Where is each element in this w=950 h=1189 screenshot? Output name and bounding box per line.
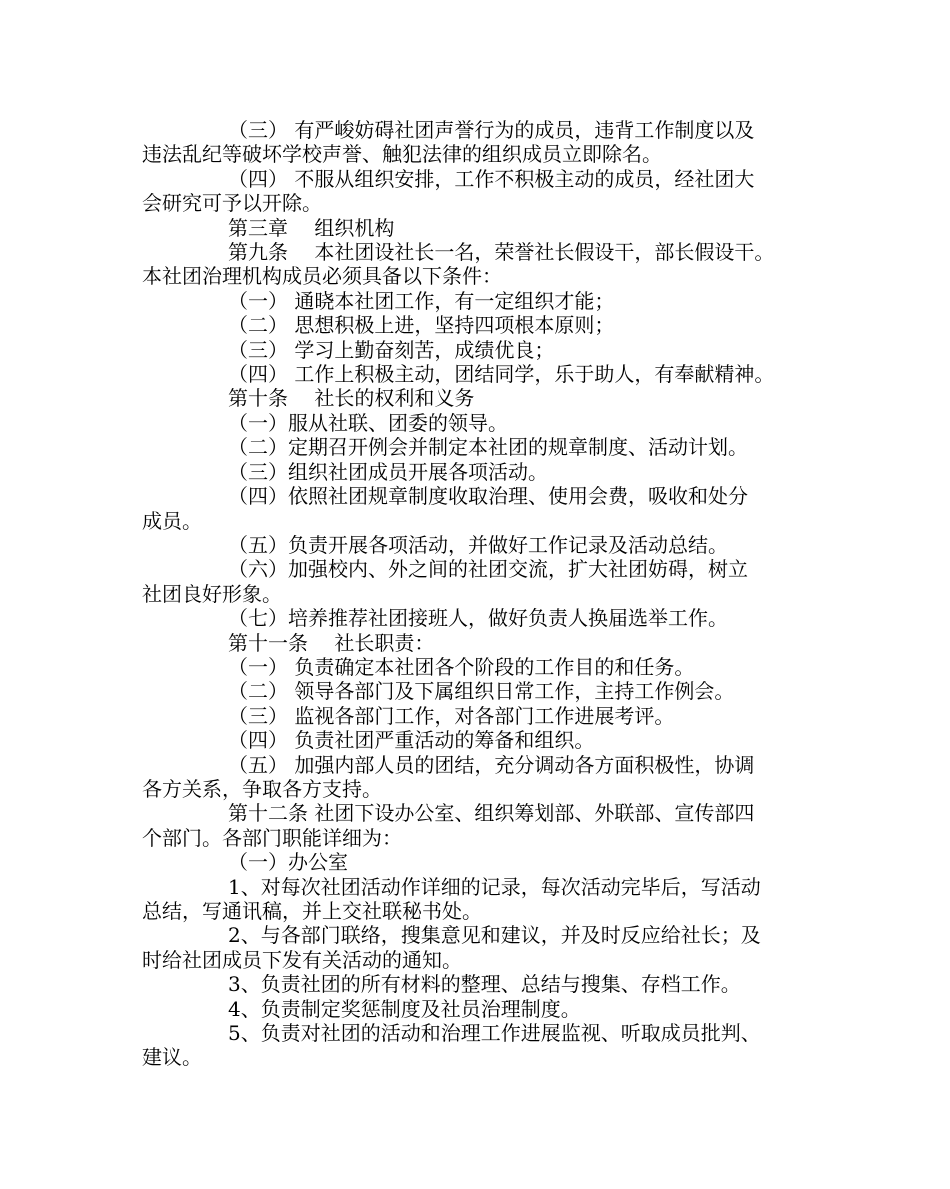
list-item: （四） 负责社团严重活动的筹备和组织。 <box>228 728 595 753</box>
text-line: 违法乱纪等破坏学校声誉、触犯法律的组织成员立即除名。 <box>142 142 662 167</box>
text-line: 时给社团成员下发有关活动的通知。 <box>142 947 462 972</box>
list-item: （二） 领导各部门及下属组织日常工作，主持工作例会。 <box>228 679 735 704</box>
list-item: （五） 加强内部人员的团结，充分调动各方面积极性，协调 <box>228 752 755 777</box>
text-line: （四） 不服从组织安排，工作不积极主动的成员，经社团大 <box>228 166 755 191</box>
list-item: （一） 通晓本社团工作，有一定组织才能； <box>228 288 615 313</box>
text-line: 会研究可予以开除。 <box>142 191 322 216</box>
chapter-heading: 第三章 组织机构 <box>228 215 395 240</box>
list-item: （二） 思想积极上进，坚持四项根本原则； <box>228 313 615 338</box>
document-body <box>142 118 817 1070</box>
list-item: （六）加强校内、外之间的社团交流，扩大社团妨碍，树立 <box>228 557 748 582</box>
list-item: 3、负责社团的所有材料的整理、总结与搜集、存档工作。 <box>228 972 741 997</box>
article-heading: 第十一条 社长职责： <box>228 630 435 655</box>
list-item: （五）负责开展各项活动，并做好工作记录及活动总结。 <box>228 532 728 557</box>
text-line: 总结，写通讯稿，并上交社联秘书处。 <box>142 899 482 923</box>
list-item: （二）定期召开例会并制定本社团的规章制度、活动计划。 <box>228 435 748 460</box>
text-line: 各方关系，争取各方支持。 <box>142 776 382 801</box>
text-line: 本社团治理机构成员必须具备以下条件： <box>142 264 502 289</box>
text-line: （三） 有严峻妨碍社团声誉行为的成员，违背工作制度以及 <box>228 118 755 142</box>
list-item: 1、对每次社团活动作详细的记录，每次活动完毕后，写活动 <box>228 874 761 899</box>
list-item: 2、与各部门联络，搜集意见和建议，并及时反应给社长；及 <box>228 923 761 948</box>
list-item: （三） 监视各部门工作，对各部门工作进展考评。 <box>228 703 675 728</box>
text-line: 成员。 <box>142 508 202 533</box>
text-line: 建议。 <box>142 1045 202 1070</box>
list-item: （四） 工作上积极主动，团结同学，乐于助人，有奉献精神。 <box>228 362 775 387</box>
list-item: （三） 学习上勤奋刻苦，成绩优良； <box>228 337 555 362</box>
list-item: （一） 负责确定本社团各个阶段的工作目的和任务。 <box>228 654 695 679</box>
article-heading: 第十条 社长的权利和义务 <box>228 386 475 411</box>
section-heading: （一）办公室 <box>228 850 348 875</box>
article-heading: 第十二条 社团下设办公室、组织筹划部、外联部、宣传部四 <box>228 801 755 826</box>
list-item: （七）培养推荐社团接班人，做好负责人换届选举工作。 <box>228 606 728 631</box>
list-item: （四）依照社团规章制度收取治理、使用会费，吸收和处分 <box>228 484 748 509</box>
text-line: 社团良好形象。 <box>142 581 282 606</box>
list-item: 4、负责制定奖惩制度及社员治理制度。 <box>228 996 581 1021</box>
list-item: 5、负责对社团的活动和治理工作进展监视、听取成员批判、 <box>228 1021 761 1046</box>
list-item: （一）服从社联、团委的领导。 <box>228 410 508 435</box>
text-line: 个部门。各部门职能详细为： <box>142 825 402 850</box>
list-item: （三）组织社团成员开展各项活动。 <box>228 459 548 484</box>
article-heading: 第九条 本社团设社长一名，荣誉社长假设干，部长假设干。 <box>228 240 775 265</box>
